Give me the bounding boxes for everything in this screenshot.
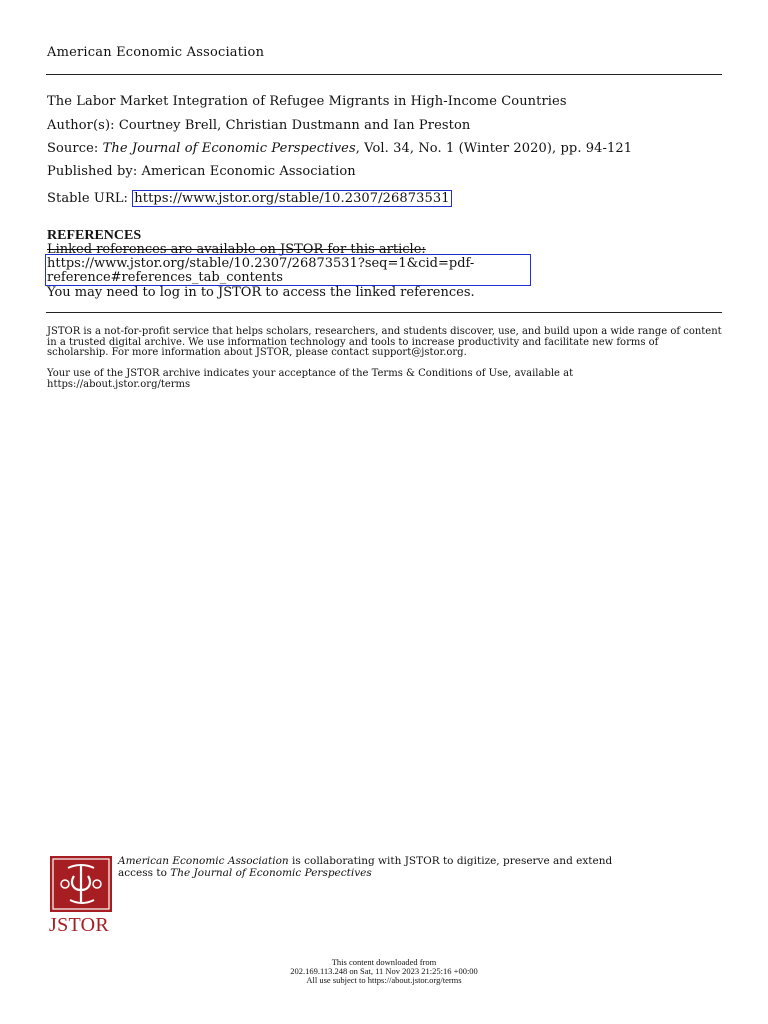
jstor-wordmark: JSTOR bbox=[49, 914, 110, 936]
footer-terms: All use subject to https://about.jstor.org/terms bbox=[306, 975, 462, 985]
article-title: The Labor Market Integration of Refugee Migrants in High-Income Countries bbox=[47, 94, 567, 109]
stable-url-label: Stable URL: bbox=[47, 191, 133, 206]
source-label: Source: bbox=[47, 141, 103, 156]
references-link-line2[interactable]: reference#references_tab_contents bbox=[47, 270, 283, 285]
authors-label: Author(s): bbox=[47, 118, 119, 133]
published-value: American Economic Association bbox=[141, 164, 356, 179]
references-link-line1[interactable]: https://www.jstor.org/stable/10.2307/26873531?seq=1&cid=pdf- bbox=[47, 256, 475, 271]
article-source bbox=[47, 141, 632, 156]
article-publisher bbox=[47, 164, 356, 179]
publisher-name: American Economic Association bbox=[47, 45, 265, 60]
collaboration-statement bbox=[118, 856, 678, 879]
authors-value: Courtney Brell, Christian Dustmann and Ian Preston bbox=[118, 118, 471, 133]
source-details: , Vol. 34, No. 1 (Winter 2020), pp. 94-121 bbox=[355, 141, 633, 156]
references-heading: REFERENCES bbox=[47, 228, 142, 243]
terms-notice-link[interactable]: https://about.jstor.org/terms bbox=[47, 379, 191, 390]
references-divider bbox=[46, 312, 722, 313]
collab-access-label: access to bbox=[118, 866, 171, 879]
references-available-text: Linked references are available on JSTOR for this article: bbox=[47, 242, 426, 257]
collab-middle: is collaborating with JSTOR to digitize, preserve and extend bbox=[288, 855, 613, 867]
collab-journal: The Journal of Economic Perspectives bbox=[170, 866, 372, 879]
footer-download-note: This content downloaded from bbox=[331, 957, 437, 967]
stable-url-link[interactable]: https://www.jstor.org/stable/10.2307/26873531 bbox=[134, 191, 450, 206]
published-label: Published by: bbox=[47, 164, 142, 179]
terms-notice-line1: Your use of the JSTOR archive indicates your acceptance of the Terms & Conditions of Use, available at bbox=[47, 368, 574, 379]
article-authors bbox=[47, 118, 470, 133]
footer-download-details: 202.169.113.248 on Sat, 11 Nov 2023 21:25:16 +00:00 bbox=[290, 966, 478, 976]
collab-org: American Economic Association bbox=[118, 855, 289, 867]
source-journal: The Journal of Economic Perspectives bbox=[102, 141, 356, 156]
jstor-logo-icon bbox=[50, 856, 112, 912]
references-login-note: You may need to log in to JSTOR to access the linked references. bbox=[47, 285, 475, 300]
header-divider bbox=[46, 74, 722, 75]
stable-url-row bbox=[47, 191, 452, 206]
jstor-notice: JSTOR is a not-for-profit service that helps scholars, researchers, and students discover, use, and build upon a wide range of content in a trusted digital archive. We use information technology and tools to increase productivity and facilitate new forms of scholarship. For more information about JSTOR, please contact support@jstor.org. bbox=[47, 326, 722, 358]
